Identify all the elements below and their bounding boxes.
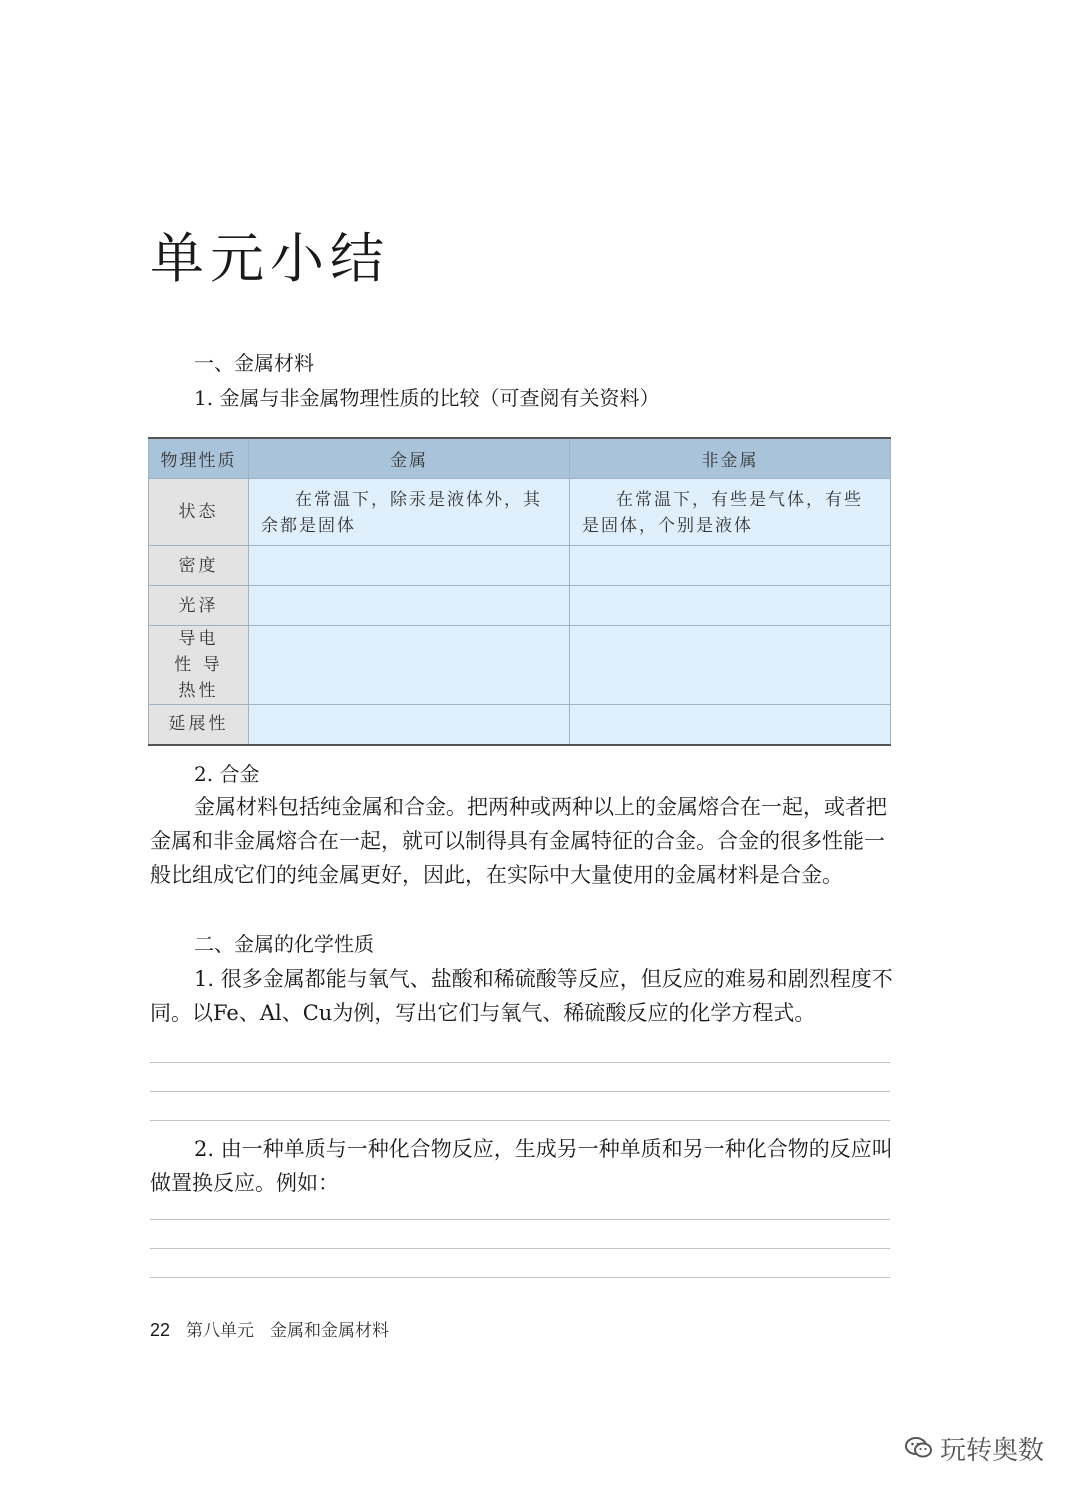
watermark [904,1430,1044,1468]
table-row [149,479,891,546]
row-label: 延展性 [149,705,249,745]
row-label: 密度 [149,546,249,586]
section2-item1-text: 1. 很多金属都能与氧气、盐酸和稀硫酸等反应，但反应的难易和剧烈程度不同。以Fe、Al、Cu为例，写出它们与氧气、稀硫酸反应的化学方程式。 [150,967,893,1025]
answer-line[interactable] [150,1120,890,1121]
metal-cell[interactable] [249,546,570,586]
answer-line[interactable] [150,1062,890,1063]
table-header-cell: 非金属 [570,438,891,479]
page-title: 单元小结 [150,227,390,291]
metal-cell[interactable] [249,705,570,745]
alloy-paragraph: 金属材料包括纯金属和合金。把两种或两种以上的金属熔合在一起，或者把金属和非金属熔合在一起，就可以制得具有金属特征的合金。合金的很多性能一般比组成它们的纯金属更好，因此，在实际中大量使用的金属材料是合金。 [150,795,887,887]
table-header-row [149,438,891,479]
page-footer [150,1316,389,1341]
table-row [149,626,891,705]
row-label: 导电性 导热性 [149,626,249,705]
physical-properties-table [148,437,891,746]
answer-line[interactable] [150,1091,890,1092]
nonmetal-cell: 在常温下，有些是气体，有些是固体，个别是液体 [570,479,891,546]
alloy-heading: 2. 合金 [194,762,260,786]
table-header-cell: 物理性质 [149,438,249,479]
wechat-icon [904,1435,934,1468]
answer-line[interactable] [150,1277,890,1278]
nonmetal-cell[interactable] [570,705,891,745]
nonmetal-cell[interactable] [570,546,891,586]
metal-cell: 在常温下，除汞是液体外，其余都是固体 [249,479,570,546]
chapter-label: 第八单元 [186,1321,255,1341]
row-label: 状态 [149,479,249,546]
watermark-text: 玩转奥数 [940,1436,1045,1466]
answer-line[interactable] [150,1219,890,1220]
page-number: 22 [150,1320,171,1340]
section1-heading: 一、金属材料 [194,351,314,375]
metal-cell[interactable] [249,626,570,705]
section2-heading: 二、金属的化学性质 [194,932,374,956]
table-row [149,705,891,745]
row-label: 光泽 [149,586,249,626]
table-row [149,546,891,586]
table-row [149,586,891,626]
chapter-title: 金属和金属材料 [270,1321,390,1341]
table-header-cell: 金属 [249,438,570,479]
nonmetal-cell[interactable] [570,586,891,626]
nonmetal-cell[interactable] [570,626,891,705]
answer-line[interactable] [150,1248,890,1249]
section1-item1-heading: 1. 金属与非金属物理性质的比较（可查阅有关资料） [194,386,660,410]
metal-cell[interactable] [249,586,570,626]
section2-item2-text: 2. 由一种单质与一种化合物反应，生成另一种单质和另一种化合物的反应叫做置换反应。例如： [150,1137,893,1195]
